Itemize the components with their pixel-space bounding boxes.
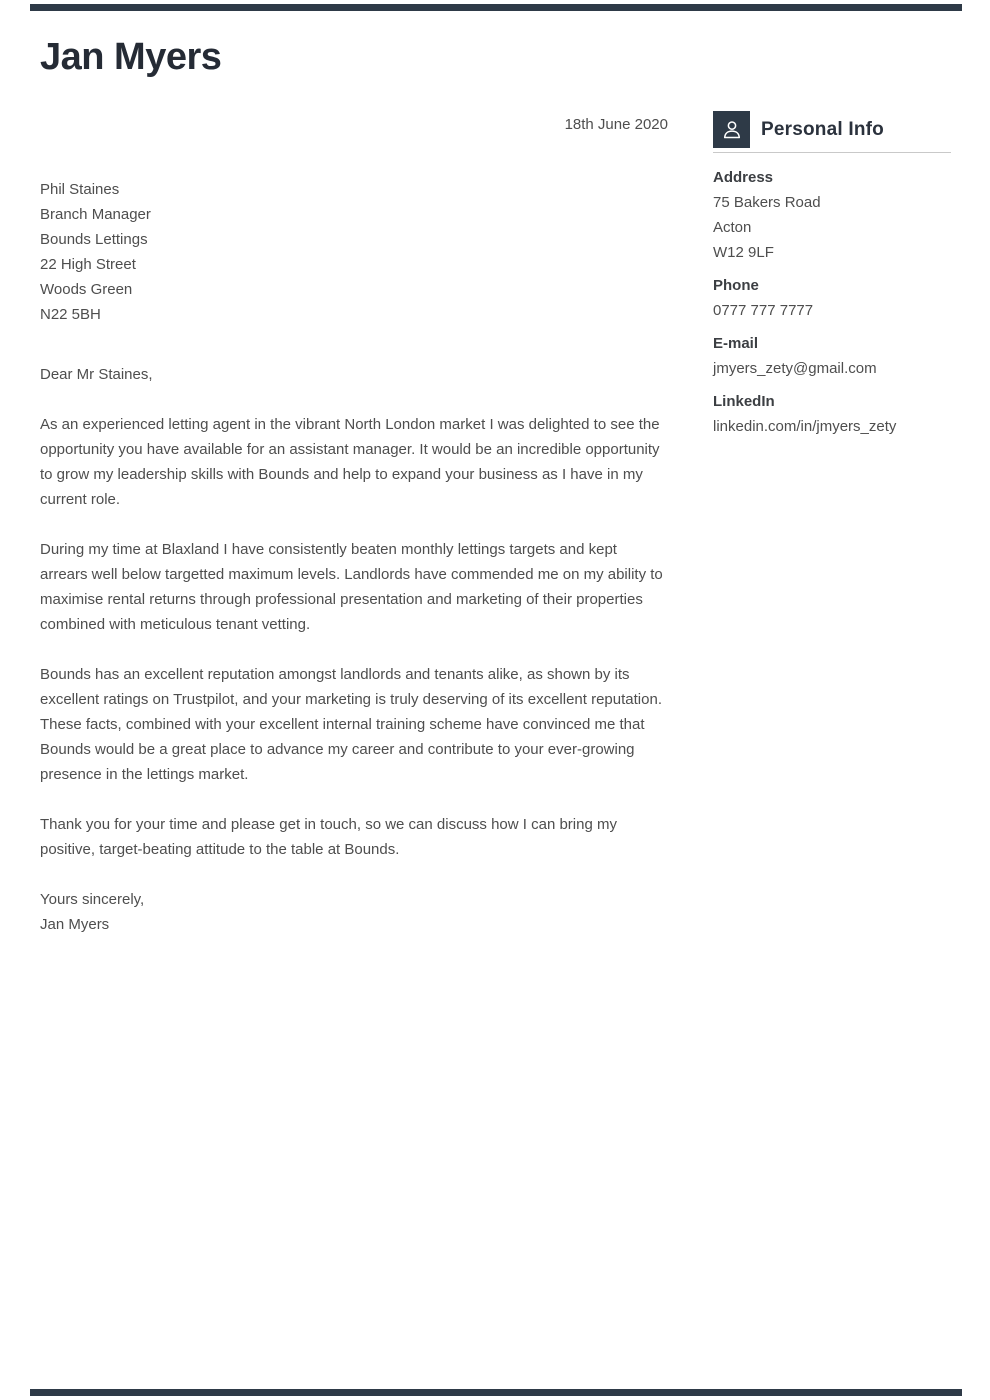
info-group-address	[713, 165, 951, 265]
signature-name: Jan Myers	[40, 916, 110, 933]
sidebar-title: Personal Info	[761, 119, 884, 140]
top-border-bar	[30, 4, 962, 11]
sidebar-header	[713, 111, 951, 148]
bottom-border-bar	[30, 1389, 962, 1396]
linkedin-label: LinkedIn	[713, 393, 775, 410]
letter-date: 18th June 2020	[564, 116, 668, 133]
recipient-street: 22 High Street	[40, 256, 136, 273]
email-value: jmyers_zety@gmail.com	[713, 360, 877, 377]
address-line: Acton	[713, 219, 752, 236]
address-line: W12 9LF	[713, 244, 774, 261]
letter-paragraph: Bounds has an excellent reputation amongst landlords and tenants alike, as shown by its excellent ratings on Trustpilot, and your marketing is truly deserving of its excellent reputation. These facts, combined with your excellent internal training scheme have convinced me that Bounds would be a great place to advance my career and contribute to your ever-growing presence in the lettings market.	[40, 666, 662, 783]
recipient-company: Bounds Lettings	[40, 231, 148, 248]
page-title: Jan Myers	[40, 36, 222, 78]
linkedin-value: linkedin.com/in/jmyers_zety	[713, 418, 897, 435]
recipient-title: Branch Manager	[40, 206, 151, 223]
salutation: Dear Mr Staines,	[40, 366, 153, 383]
recipient-name: Phil Staines	[40, 181, 120, 198]
address-line: 75 Bakers Road	[713, 194, 821, 211]
info-group-email	[713, 331, 951, 381]
address-label: Address	[713, 169, 774, 186]
email-label: E-mail	[713, 335, 759, 352]
letter-paragraph: As an experienced letting agent in the vibrant North London market I was delighted to see the opportunity you have available for an assistant manager. It would be an incredible opportunity to grow my leadership skills with Bounds and help to expand your business as I have in my current role.	[40, 416, 660, 508]
recipient-postcode: N22 5BH	[40, 306, 101, 323]
info-group-phone	[713, 273, 951, 323]
letter-body	[40, 112, 668, 937]
closing-block	[40, 887, 668, 937]
person-icon	[713, 111, 750, 148]
closing-phrase: Yours sincerely,	[40, 891, 145, 908]
sidebar-divider	[713, 152, 951, 153]
personal-info-sidebar	[713, 111, 951, 439]
phone-label: Phone	[713, 277, 759, 294]
letter-paragraph: Thank you for your time and please get in touch, so we can discuss how I can bring my positive, target-beating attitude to the table at Bounds.	[40, 816, 617, 858]
phone-value: 0777 777 7777	[713, 302, 814, 319]
info-group-linkedin	[713, 389, 951, 439]
letter-paragraph: During my time at Blaxland I have consistently beaten monthly lettings targets and kept arrears well below targetted maximum levels. Landlords have commended me on my ability to maximise rental returns through professional presentation and marketing of their properties combined with meticulous tenant vetting.	[40, 541, 663, 633]
recipient-block	[40, 177, 668, 327]
recipient-city: Woods Green	[40, 281, 133, 298]
